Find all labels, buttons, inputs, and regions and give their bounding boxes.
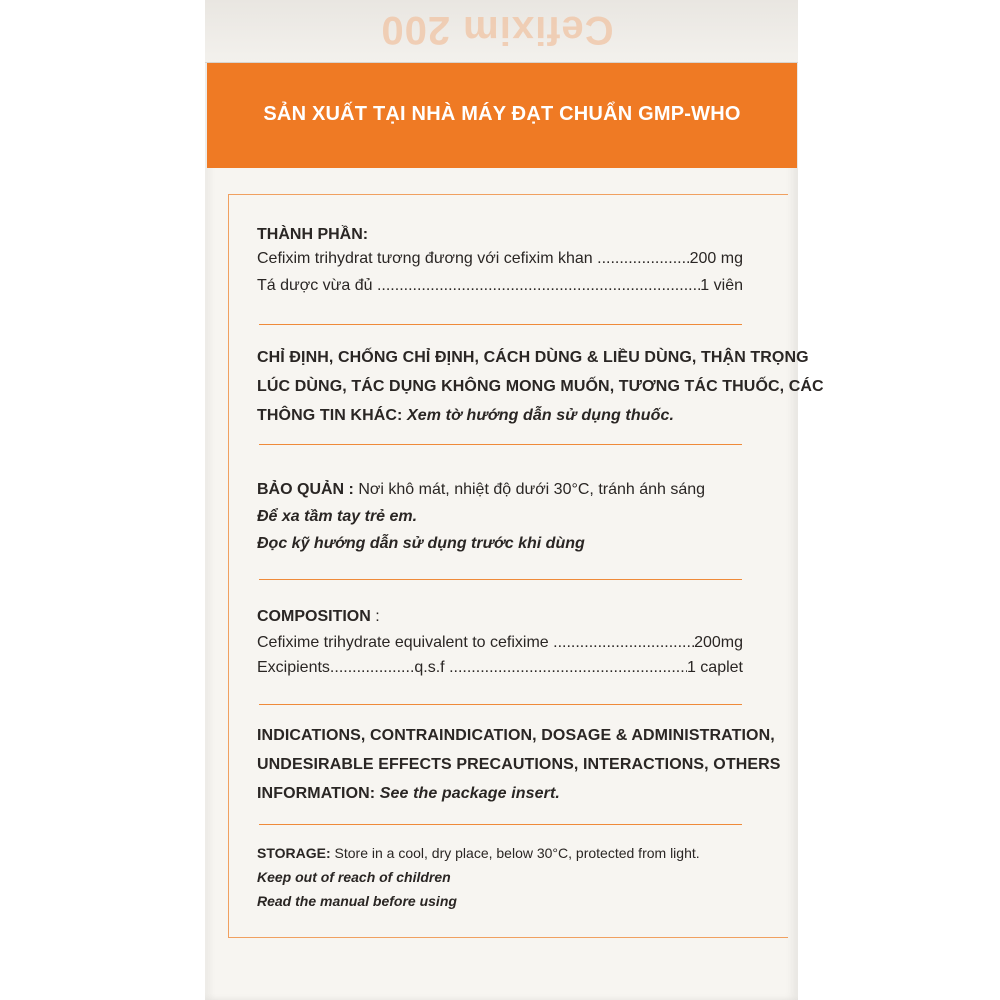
en-storage-label: STORAGE:: [257, 845, 331, 861]
separator-4: [259, 704, 742, 705]
vn-ingredient-1-value: 200 mg: [689, 250, 743, 267]
en-storage-line: [257, 845, 700, 861]
vn-ingredient-row-1: [257, 250, 743, 268]
vn-storage-label: BẢO QUẢN :: [257, 481, 354, 498]
en-ingredient-row-2: [257, 659, 743, 677]
info-panel-border: [228, 194, 788, 938]
en-composition-title: COMPOSITION: [257, 608, 371, 625]
en-indications-block: [257, 721, 781, 808]
en-composition-colon: :: [370, 608, 380, 625]
en-indications-line-2: UNDESIRABLE EFFECTS PRECAUTIONS, INTERACTIONS, OTHERS: [257, 756, 781, 773]
vn-other-info-label: THÔNG TIN KHÁC:: [257, 407, 403, 424]
separator-5: [259, 824, 742, 825]
vn-ingredient-1-name: Cefixim trihydrat tương đương với cefixim khan .....: [257, 250, 690, 268]
en-warning-2: Read the manual before using: [257, 893, 457, 909]
vn-other-info-text: Xem tờ hướng dẫn sử dụng thuốc.: [407, 407, 675, 424]
separator-3: [259, 579, 742, 580]
en-storage-text: Store in a cool, dry place, below 30°C, protected from light.: [334, 845, 700, 861]
vn-warning-2: Đọc kỹ hướng dẫn sử dụng trước khi dùng: [257, 535, 585, 552]
en-info-label: INFORMATION:: [257, 785, 376, 802]
en-ingredient-2-name: Excipients...................q.s.f .....: [257, 659, 687, 677]
vn-composition-title: THÀNH PHẦN:: [257, 226, 369, 243]
vn-indications-line-3: [257, 401, 824, 430]
en-composition-title-line: [257, 608, 380, 626]
vn-ingredient-2-name: Tá dược vừa đủ .....: [257, 277, 700, 295]
vn-ingredient-2-value: 1 viên: [700, 277, 743, 294]
en-ingredient-row-1: [257, 634, 743, 652]
vn-warning-1: Để xa tầm tay trẻ em.: [257, 508, 418, 525]
mirrored-brand-text: Cefixim 200: [380, 8, 614, 52]
en-ingredient-1-name: Cefixime trihydrate equivalent to cefixime .....: [257, 634, 694, 652]
vn-indications-block: [257, 343, 824, 430]
en-ingredient-1-value: 200mg: [694, 634, 743, 651]
en-info-text: See the package insert.: [379, 785, 560, 802]
vn-ingredient-row-2: [257, 277, 743, 295]
en-indications-line-3: [257, 779, 781, 808]
en-ingredient-2-value: 1 caplet: [686, 659, 743, 676]
vn-indications-line-2: LÚC DÙNG, TÁC DỤNG KHÔNG MONG MUỐN, TƯƠNG TÁC THUỐC, CÁC: [257, 378, 824, 395]
vn-storage-line: [257, 481, 705, 499]
en-indications-line-1: INDICATIONS, CONTRAINDICATION, DOSAGE & ADMINISTRATION,: [257, 727, 775, 744]
separator-1: [259, 324, 742, 325]
separator-2: [259, 444, 742, 445]
orange-banner: [207, 63, 797, 168]
en-warning-1: Keep out of reach of children: [257, 869, 451, 885]
gmp-who-banner-text: SẢN XUẤT TẠI NHÀ MÁY ĐẠT CHUẨN GMP-WHO: [263, 103, 741, 125]
vn-indications-line-1: CHỈ ĐỊNH, CHỐNG CHỈ ĐỊNH, CÁCH DÙNG & LIỀU DÙNG, THẬN TRỌNG: [257, 349, 809, 366]
vn-storage-text: Nơi khô mát, nhiệt độ dưới 30°C, tránh ánh sáng: [358, 481, 706, 498]
